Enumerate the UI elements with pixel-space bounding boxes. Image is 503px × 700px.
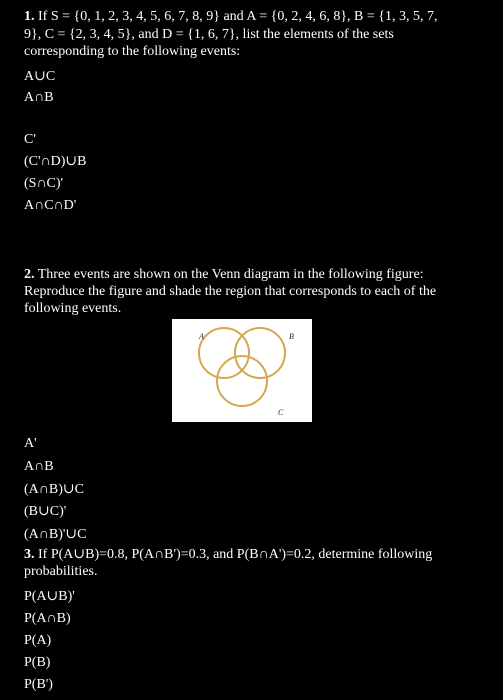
q2-line1 (24, 266, 424, 283)
venn-circle-b (235, 328, 285, 378)
q2-text-line3: following events. (24, 301, 122, 316)
q3-number: 3. (24, 547, 35, 562)
q2-item-1: A' (24, 436, 37, 451)
q1-item-4: (C'∩D)∪B (24, 154, 87, 169)
q1-item-6: A∩C∩D' (24, 198, 77, 213)
venn-label-a: A (199, 332, 204, 341)
venn-label-b: B (289, 332, 294, 341)
q3-text-line1: If P(A∪B)=0.8, P(A∩B')=0.3, and P(B∩A')=0.2, determine following (38, 547, 433, 562)
q3-text-line2: probabilities. (24, 564, 98, 579)
q1-text-line3: corresponding to the following events: (24, 44, 241, 59)
q1-line1 (24, 8, 438, 25)
q2-number: 2. (24, 267, 35, 282)
q2-text-line1: Three events are shown on the Venn diagram in the following figure: (37, 267, 424, 282)
q3-item-1: P(A∪B)' (24, 589, 75, 604)
q1-text-line1: If S = {0, 1, 2, 3, 4, 5, 6, 7, 8, 9} and A = {0, 2, 4, 6, 8}, B = {1, 3, 5, 7, (38, 9, 438, 24)
q3-item-2: P(A∩B) (24, 611, 71, 626)
q2-text-line2: Reproduce the figure and shade the region that corresponds to each of the (24, 284, 437, 299)
q1-text-line2: 9}, C = {2, 3, 4, 5}, and D = {1, 6, 7}, list the elements of the sets (24, 27, 394, 42)
q1-item-1: A∪C (24, 69, 56, 84)
q2-item-5: (A∩B)'∪C (24, 527, 87, 542)
q3-item-3: P(A) (24, 633, 52, 648)
venn-label-c: C (278, 408, 284, 417)
q1-number: 1. (24, 9, 35, 24)
q1-item-5: (S∩C)' (24, 176, 64, 191)
q2-item-4: (B∪C)' (24, 504, 67, 519)
q3-line1 (24, 546, 432, 563)
q2-item-2: A∩B (24, 459, 54, 474)
q1-item-2: A∩B (24, 90, 54, 105)
q1-item-3: C' (24, 132, 36, 147)
q3-item-4: P(B) (24, 655, 51, 670)
q3-item-5: P(B') (24, 677, 53, 692)
venn-circle-c (217, 356, 267, 406)
q2-item-3: (A∩B)∪C (24, 482, 84, 497)
venn-diagram (172, 319, 312, 422)
